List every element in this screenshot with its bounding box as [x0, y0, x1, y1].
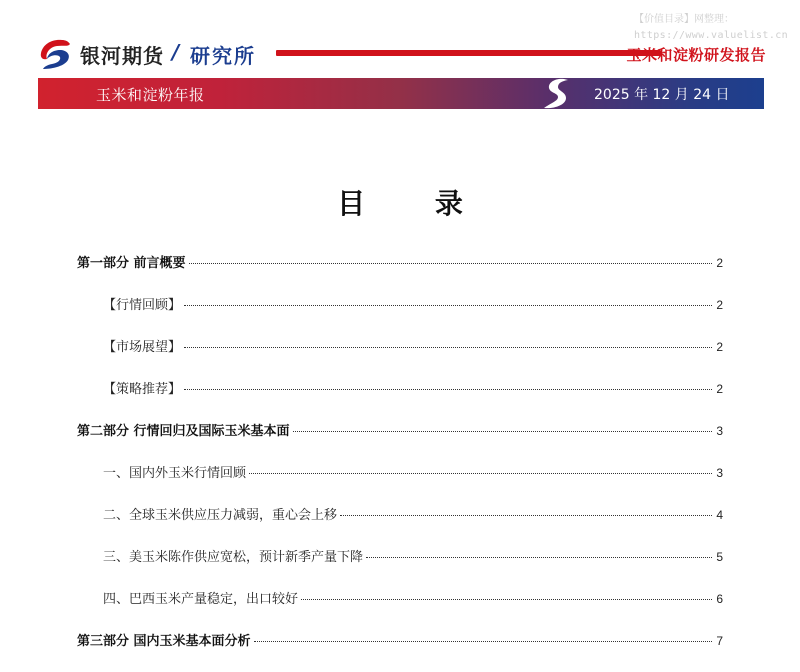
- toc-dot-leader: [366, 557, 712, 558]
- toc-dot-leader: [184, 305, 712, 306]
- toc-page-number: 2: [716, 340, 723, 354]
- watermark-line-1: 【价值目录】网整理：: [634, 14, 734, 25]
- toc-entry-part-2[interactable]: [77, 420, 723, 446]
- toc-entry-label: 第三部分 国内玉米基本面分析: [77, 634, 251, 649]
- toc-entry-2-3[interactable]: [77, 546, 723, 572]
- toc-entry-market-review[interactable]: [77, 294, 723, 320]
- toc-page-number: 2: [716, 298, 723, 312]
- toc-dot-leader: [340, 515, 712, 516]
- toc-entry-label: 第一部分 前言概要: [77, 256, 186, 271]
- report-type-title: 玉米和淀粉研发报告: [626, 46, 766, 64]
- toc-dot-leader: [254, 641, 712, 642]
- brand-name: 银河期货: [80, 44, 164, 68]
- toc-entry-label: 四、巴西玉米产量稳定，出口较好: [103, 592, 299, 607]
- toc-entry-2-2[interactable]: [77, 504, 723, 530]
- brand-slash: /: [172, 40, 180, 64]
- toc-dot-leader: [184, 347, 712, 348]
- toc-dot-leader: [189, 263, 712, 264]
- toc-page-number: 2: [716, 382, 723, 396]
- s-swoosh-icon: [542, 78, 572, 109]
- brand-subtitle: 研究所: [190, 44, 256, 68]
- watermark-url: https://www.valuelist.cn: [634, 30, 789, 41]
- toc-entry-market-outlook[interactable]: [77, 336, 723, 362]
- toc-dot-leader: [301, 599, 712, 600]
- report-title: 玉米和淀粉年报: [96, 86, 205, 104]
- toc-dot-leader: [184, 389, 712, 390]
- toc-entry-label: 二、全球玉米供应压力减弱，重心会上移: [103, 508, 338, 523]
- toc-entry-label: 第二部分 行情回归及国际玉米基本面: [77, 424, 290, 439]
- toc-entry-label: 一、国内外玉米行情回顾: [103, 466, 247, 481]
- toc-page-number: 2: [716, 256, 723, 270]
- toc-entry-label: 三、美玉米陈作供应宽松，预计新季产量下降: [103, 550, 364, 565]
- toc-page-number: 5: [716, 550, 723, 564]
- header-red-rule: [276, 50, 661, 56]
- toc-heading: 目 录: [337, 187, 493, 220]
- toc-page-number: 6: [716, 592, 723, 606]
- toc-page-number: 3: [716, 466, 723, 480]
- toc-entry-label: 【行情回顾】: [103, 298, 182, 313]
- toc-dot-leader: [249, 473, 712, 474]
- title-band: [38, 78, 764, 109]
- toc-entry-part-1[interactable]: [77, 252, 723, 278]
- toc-dot-leader: [293, 431, 712, 432]
- report-header: [38, 36, 766, 72]
- report-date: 2025 年 12 月 24 日: [594, 87, 730, 103]
- toc-page-number: 7: [716, 634, 723, 648]
- galaxy-futures-logo-icon: [38, 38, 74, 70]
- toc-page-number: 3: [716, 424, 723, 438]
- toc-entry-label: 【策略推荐】: [103, 382, 182, 397]
- toc-entry-2-1[interactable]: [77, 462, 723, 488]
- toc-entry-strategy[interactable]: [77, 378, 723, 404]
- toc-entry-2-4[interactable]: [77, 588, 723, 614]
- toc-entry-label: 【市场展望】: [103, 340, 182, 355]
- toc-entry-part-3[interactable]: [77, 630, 723, 656]
- toc-page-number: 4: [716, 508, 723, 522]
